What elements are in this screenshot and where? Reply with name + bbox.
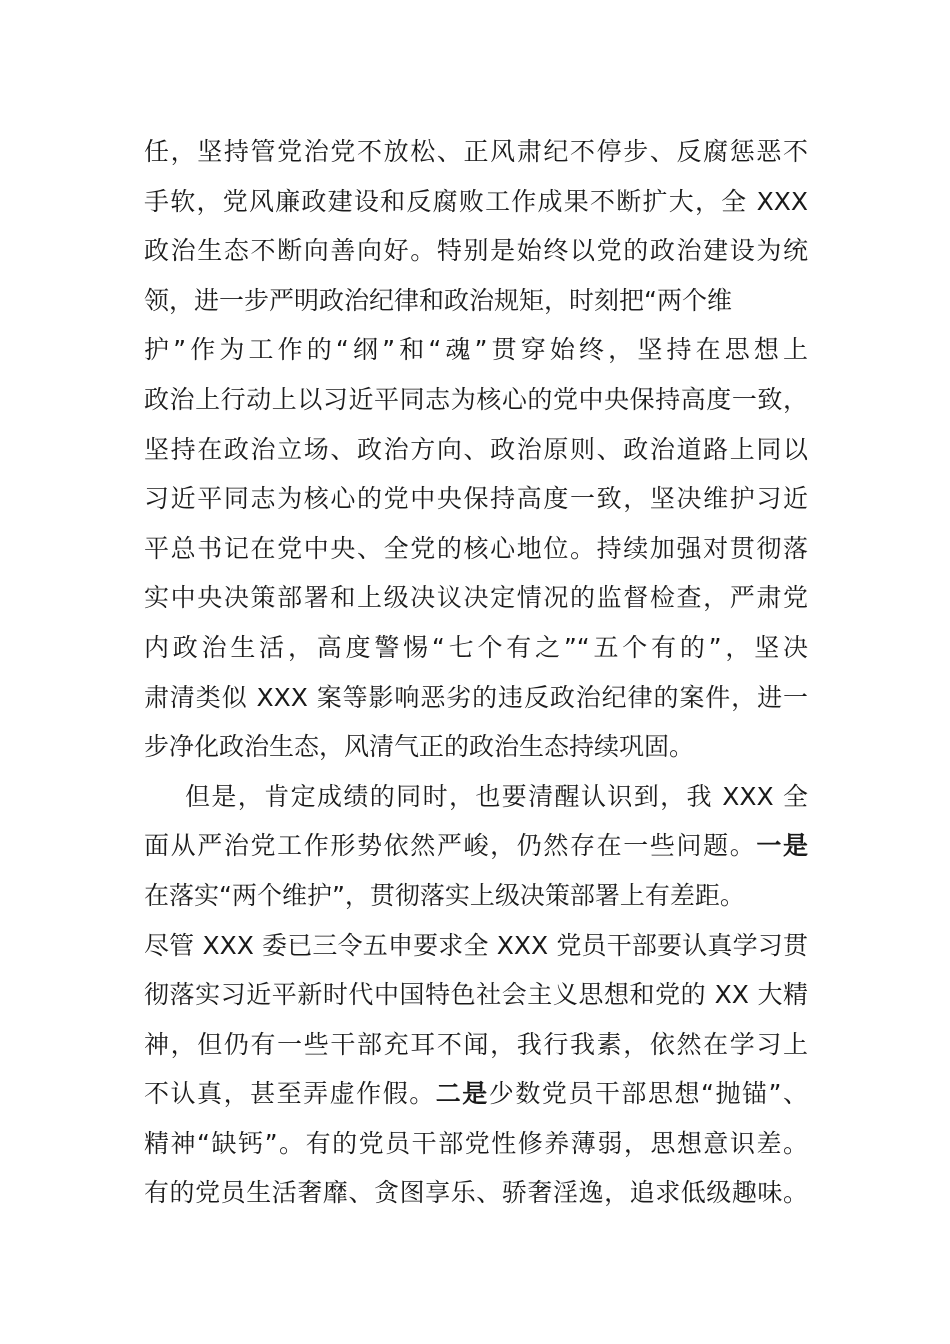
text-line (144, 127, 808, 177)
text-segment: 但是，肯定成绩的同时，也要清醒认识到，我 XXX 全 (185, 781, 808, 811)
text-segment: 领，进一步严明政治纪律和政治规矩，时刻把“两个维 (144, 285, 732, 315)
text-segment: 面从严治党工作形势依然严峻，仍然存在一些问题。 (144, 831, 757, 861)
document-body (144, 127, 808, 1218)
text-segment: 肃清类似 XXX 案等影响恶劣的违反政治纪律的案件，进一 (144, 682, 808, 712)
text-segment: 护”作为工作的“纲”和“魂”贯穿始终，坚持在思想上 (144, 335, 808, 365)
text-segment: 任，坚持管党治党不放松、正风肃纪不停步、反腐惩恶不 (144, 137, 808, 166)
text-segment: 手软，党风廉政建设和反腐败工作成果不断扩大，全 XXX (144, 186, 808, 216)
text-segment: 在落实“两个维护”，贯彻落实上级决策部署上有差距。 (144, 880, 745, 910)
text-line (144, 325, 808, 375)
text-segment: 内政治生活，高度警惕“七个有之”“五个有的”，坚决 (144, 632, 808, 662)
text-line (144, 871, 808, 921)
text-segment: 政治生态不断向善向好。特别是始终以党的政治建设为统 (144, 236, 808, 266)
text-line (144, 1119, 808, 1169)
text-line (144, 1168, 808, 1218)
text-segment: 少数党员干部思想“抛锚”、 (488, 1079, 808, 1109)
text-line (144, 821, 808, 871)
text-line (144, 524, 808, 574)
text-line (144, 1069, 808, 1119)
text-segment: 平总书记在党中央、全党的核心地位。持续加强对贯彻落 (144, 533, 808, 563)
text-segment: 不认真，甚至弄虚作假。 (144, 1079, 436, 1109)
text-line (144, 276, 808, 326)
text-line (144, 772, 808, 822)
text-segment: 步净化政治生态，风清气正的政治生态持续巩固。 (144, 732, 695, 762)
text-segment: 尽管 XXX 委已三令五申要求全 XXX 党员干部要认真学习贯 (144, 930, 808, 960)
text-line (144, 425, 808, 475)
text-line (144, 474, 808, 524)
text-segment: 实中央决策部署和上级决议决定情况的监督检查，严肃党 (144, 583, 808, 613)
bold-text-segment: 二是 (435, 1079, 489, 1109)
text-line (144, 177, 808, 227)
text-line (144, 375, 808, 425)
text-segment: 有的党员生活奢靡、贪图享乐、骄奢淫逸，追求低级趣味。 (144, 1178, 808, 1208)
text-line (144, 623, 808, 673)
text-segment: 政治上行动上以习近平同志为核心的党中央保持高度一致， (144, 384, 808, 414)
text-segment: 彻落实习近平新时代中国特色社会主义思想和党的 XX 大精 (144, 980, 808, 1010)
text-segment: 神，但仍有一些干部充耳不闻，我行我素，依然在学习上 (144, 1029, 808, 1059)
text-segment: 坚持在政治立场、政治方向、政治原则、政治道路上同以 (144, 434, 808, 464)
text-line (144, 970, 808, 1020)
text-line (144, 226, 808, 276)
text-line (144, 1020, 808, 1070)
text-segment: 习近平同志为核心的党中央保持高度一致，坚决维护习近 (144, 484, 808, 514)
text-segment: 精神“缺钙”。有的党员干部党性修养薄弱，思想意识差。 (144, 1128, 808, 1158)
text-line (144, 722, 808, 772)
text-line (144, 573, 808, 623)
text-line (144, 921, 808, 971)
text-line (144, 673, 808, 723)
bold-text-segment: 一是 (756, 831, 808, 861)
